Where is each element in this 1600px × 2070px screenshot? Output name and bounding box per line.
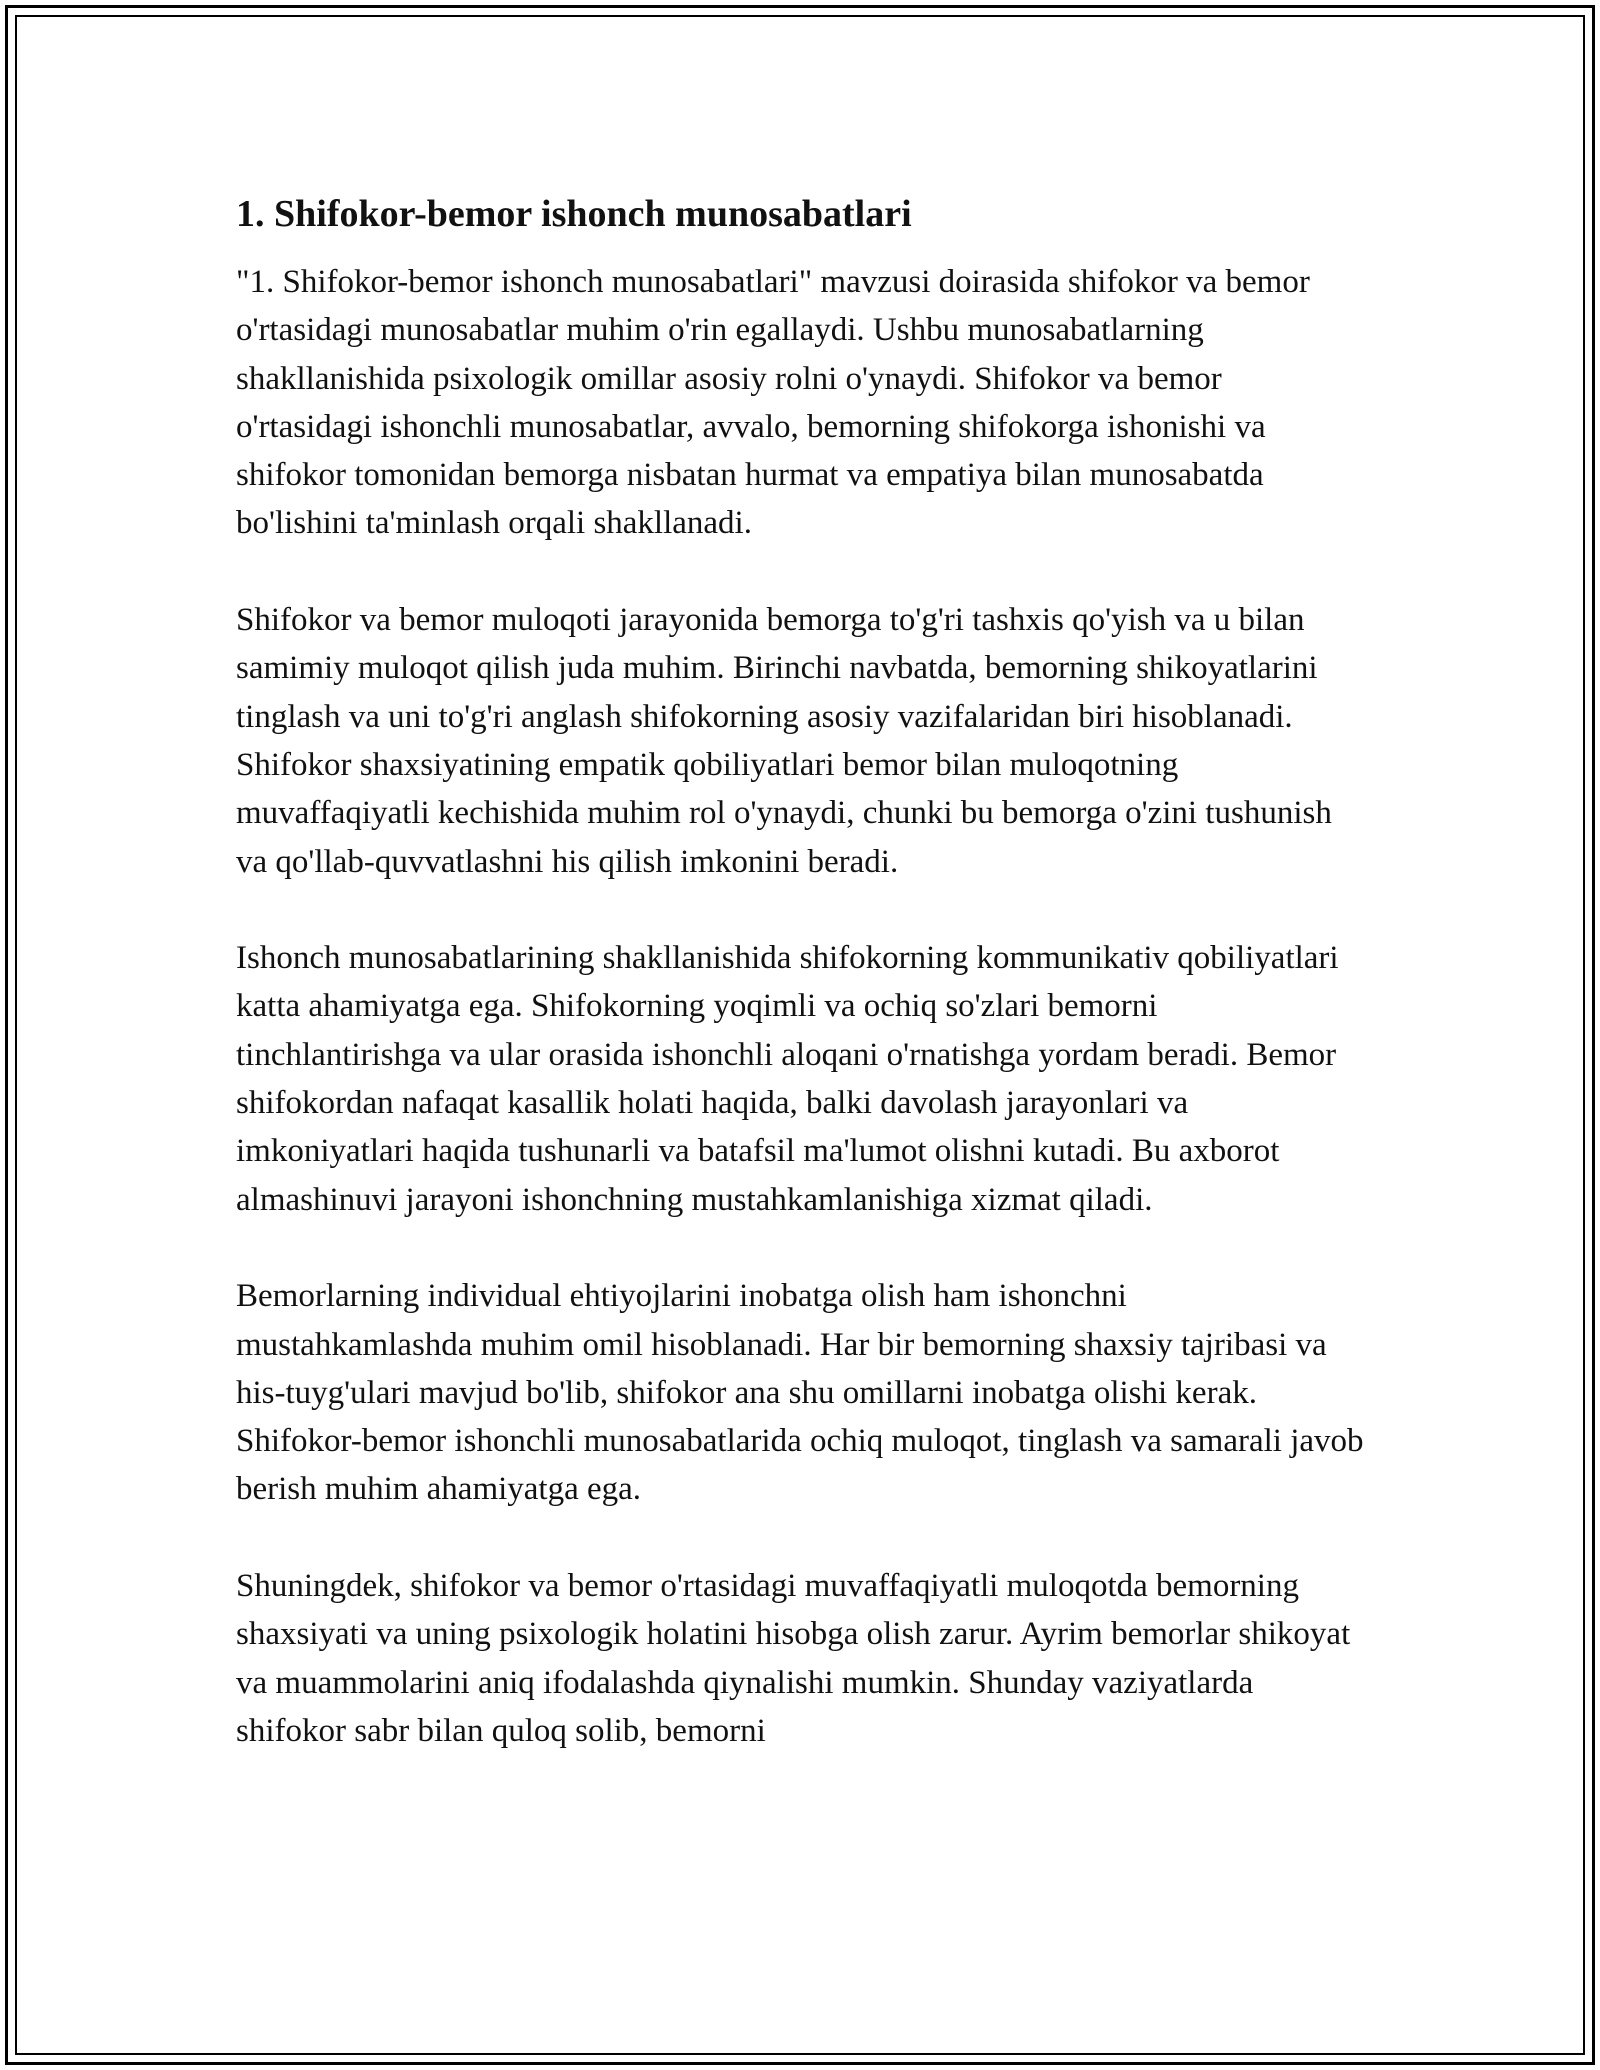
paragraph-1: "1. Shifokor-bemor ishonch munosabatlari" mavzusi doirasida shifokor va bemor o'rtasidagi munosabatlar muhim o'rin egallaydi. Ushbu munosabatlarning shakllanishida psixologik omillar asosiy rolni o'ynaydi. Shifokor va bemor o'rtasidagi ishonchli munosabatlar, avvalo, bemorning shifokorga ishonishi va shifokor tomonidan bemorga nisbatan hurmat va empatiya bilan munosabatda bo'lishini ta'minlash orqali shakllanadi. (236, 264, 1310, 542)
paragraph-2: Shifokor va bemor muloqoti jarayonida bemorga to'g'ri tashxis qo'yish va u bilan samimiy muloqot qilish juda muhim. Birinchi navbatda, bemorning shikoyatlarini tinglash va uni to'g'ri anglash shifokorning asosiy vazifalaridan biri hisoblanadi. Shifokor shaxsiyatining empatik qobiliyatlari bemor bilan muloqotning muvaffaqiyatli kechishida muhim rol o'ynaydi, chunki bu bemorga o'zini tushunish va qo'llab-quvvatlashni his qilish imkonini beradi. (236, 602, 1332, 880)
document-body (236, 190, 1366, 1804)
document-title: 1. Shifokor-bemor ishonch munosabatlari (236, 193, 912, 235)
paragraph-5: Shuningdek, shifokor va bemor o'rtasidagi muvaffaqiyatli muloqotda bemorning shaxsiyati va uning psixologik holatini hisobga olish zarur. Ayrim bemorlar shikoyat va muammolarini aniq ifodalashda qiynalishi mumkin. Shunday vaziyatlarda shifokor sabr bilan quloq solib, bemorni (236, 1568, 1351, 1749)
paragraph-3: Ishonch munosabatlarining shakllanishida shifokorning kommunikativ qobiliyatlari katta ahamiyatga ega. Shifokorning yoqimli va ochiq so'zlari bemorni tinchlantirishga va ular orasida ishonchli aloqani o'rnatishga yordam beradi. Bemor shifokordan nafaqat kasallik holati haqida, balki davolash jarayonlari va imkoniyatlari haqida tushunarli va batafsil ma'lumot olishni kutadi. Bu axborot almashinuvi jarayoni ishonchning mustahkamlanishiga xizmat qiladi. (236, 940, 1339, 1218)
paragraph-4: Bemorlarning individual ehtiyojlarini inobatga olish ham ishonchni mustahkamlashda muhim omil hisoblanadi. Har bir bemorning shaxsiy tajribasi va his-tuyg'ulari mavjud bo'lib, shifokor ana shu omillarni inobatga olishi kerak. Shifokor-bemor ishonchli munosabatlarida ochiq muloqot, tinglash va samarali javob berish muhim ahamiyatga ega. (236, 1278, 1364, 1508)
